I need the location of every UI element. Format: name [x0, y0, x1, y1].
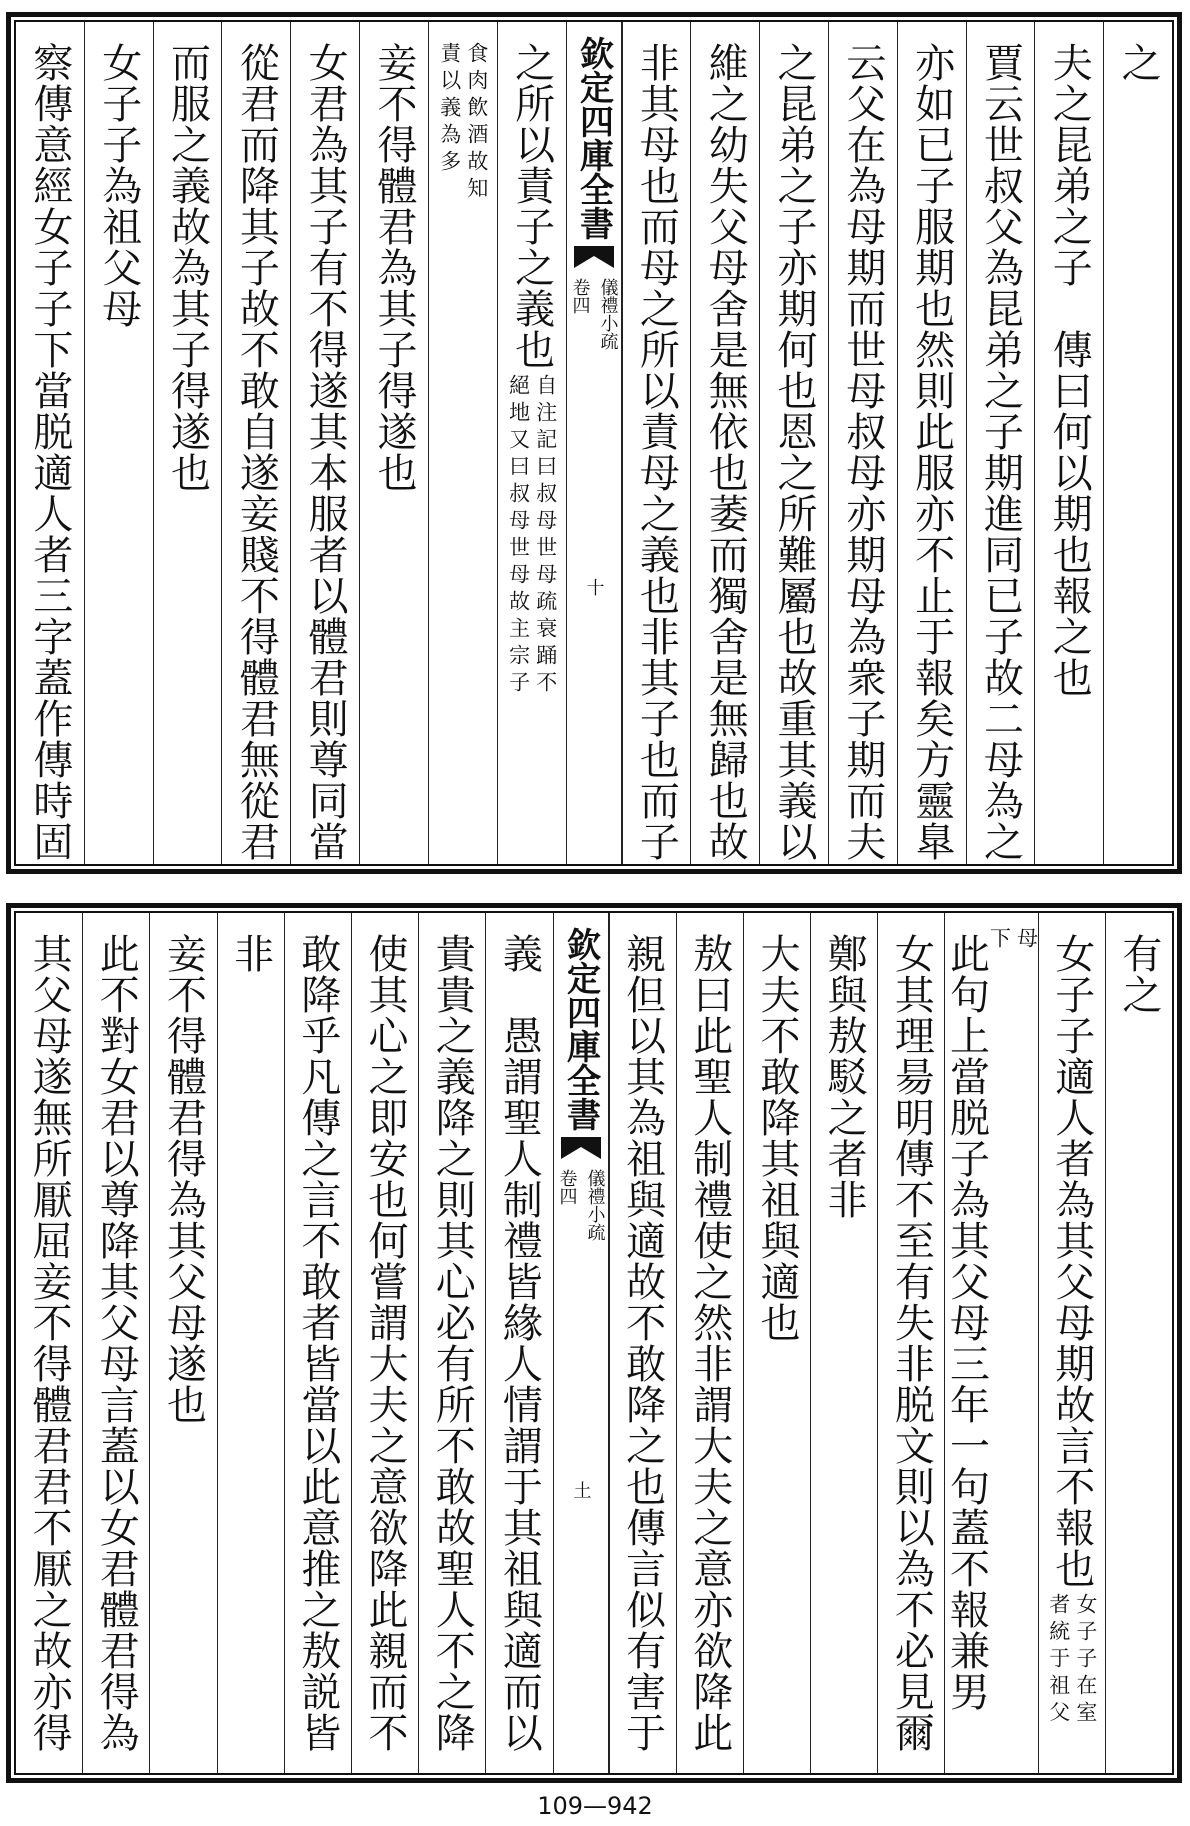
text-column [1103, 22, 1172, 864]
text-column [149, 913, 216, 1773]
main-text: 大夫不敢降其祖與適也 [753, 933, 800, 1343]
text-column [828, 22, 897, 864]
main-text: 云父在為母期而世母叔母亦期母為衆子期而夫 [839, 42, 886, 862]
text-column [16, 22, 84, 864]
text-column [897, 22, 966, 864]
main-text: 之所以責子之義也 [508, 42, 555, 370]
main-text: 夫之昆弟之子 傳曰何以期也報之也 [1046, 42, 1093, 698]
library-banner [553, 913, 609, 1773]
library-title: 欽定四庫全書 [560, 927, 601, 1131]
main-text: 女君為其子有不得遂其本服者以體君則尊同當 [302, 42, 349, 862]
annotation-line: 下 [987, 927, 1012, 954]
text-column [622, 22, 691, 864]
main-text: 女子子為祖父母 [95, 42, 142, 329]
main-text: 貴貴之義降之則其心必有所不敢故聖人不之降 [429, 933, 476, 1753]
annotation-line: 者統于祖父 [1046, 1593, 1071, 1728]
leaf-number: 土 [570, 1480, 592, 1499]
annotation-line: 母 [1014, 927, 1039, 954]
text-column [284, 913, 351, 1773]
text-column [497, 22, 566, 864]
text-column [810, 913, 877, 1773]
main-text: 妾不得體君為其子得遂也 [370, 42, 417, 493]
book-volume [554, 1169, 608, 1241]
text-column [290, 22, 359, 864]
top-page [6, 12, 1182, 874]
text-column [759, 22, 828, 864]
main-text: 其父母遂無所厭屈妾不得體君君不厭之故亦得 [26, 933, 73, 1753]
annotation-line: 絕地又曰叔母世母故主宗子 [506, 374, 531, 698]
main-text: 使其心之即安也何嘗謂大夫之意欲降此親而不 [362, 933, 409, 1753]
text-column [351, 913, 418, 1773]
library-banner [566, 22, 622, 864]
bottom-columns [14, 911, 1174, 1775]
main-text: 非其母也而母之所以責母之義也非其子也而子 [633, 42, 680, 862]
main-text: 親但以其為祖與適故不敢降之也傳言似有害于 [619, 933, 666, 1753]
book-title: 儀禮小疏 [597, 278, 619, 350]
text-column [418, 913, 485, 1773]
text-column [1105, 913, 1172, 1773]
main-text: 賈云世叔父為昆弟之子期進同已子故二母為之 [977, 42, 1024, 862]
book-title: 儀禮小疏 [584, 1169, 606, 1241]
annotation-pair [1047, 1589, 1097, 1728]
annotation-pair [987, 913, 1037, 1712]
main-text: 亦如已子服期也然則此服亦不止于報矣方靈臯 [908, 42, 955, 862]
text-column [944, 913, 1037, 1773]
annotation-line: 食肉飲酒故知 [464, 42, 489, 204]
annotation-line: 責以義為多 [437, 42, 462, 177]
text-column [485, 913, 552, 1773]
main-text: 敖曰此聖人制禮使之然非謂大夫之意亦欲降此 [686, 933, 733, 1753]
text-column [690, 22, 759, 864]
juan-number: 卷四 [569, 278, 591, 314]
text-column [877, 913, 944, 1773]
main-text: 女子子適人者為其父母期故言不報也 [1048, 933, 1095, 1589]
text-column [609, 913, 676, 1773]
text-column [1038, 913, 1105, 1773]
main-text: 之昆弟之子亦期何也恩之所難屬也故重其義以 [771, 42, 818, 862]
text-column [84, 22, 153, 864]
top-columns [14, 20, 1174, 866]
text-column [966, 22, 1035, 864]
text-column [1034, 22, 1103, 864]
main-text: 義 愚謂聖人制禮皆緣人情謂于其祖與適而以 [496, 933, 543, 1753]
text-column [221, 22, 290, 864]
text-column [153, 22, 222, 864]
text-column [428, 22, 497, 864]
bottom-page [6, 903, 1182, 1783]
main-text: 而服之義故為其子得遂也 [164, 42, 211, 493]
page-number-footer: 109—942 [537, 1792, 653, 1820]
main-text: 維之幼失父母舍是無依也萎而獨舍是無歸也故 [702, 42, 749, 862]
book-volume [567, 278, 621, 350]
text-column [359, 22, 428, 864]
main-text: 敢降乎凡傳之言不敢者皆當以此意推之敖説皆 [294, 933, 341, 1753]
main-text: 女其理昜明傳不至有失非脱文則以為不必見爾 [888, 933, 935, 1753]
main-text: 鄭與敖駁之者非 [821, 933, 868, 1220]
text-column [676, 913, 743, 1773]
main-text: 之 [1115, 42, 1162, 83]
fish-tail-mark-icon [561, 1137, 601, 1159]
main-text: 有之 [1115, 933, 1162, 1015]
juan-number: 卷四 [556, 1169, 578, 1205]
library-title: 欽定四庫全書 [573, 36, 614, 240]
annotation-line: 女子子在室 [1073, 1593, 1098, 1728]
main-text: 此句上當脱子為其父母三年一句蓋不報兼男 [943, 933, 990, 1712]
main-text: 從君而降其子故不敢自遂妾賤不得體君無從君 [233, 42, 280, 862]
main-text: 察傳意經女子子下當脱適人者三字蓋作傳時固 [26, 42, 73, 862]
main-text: 非 [227, 933, 274, 974]
text-column [82, 913, 149, 1773]
annotation-pair [507, 370, 557, 698]
annotation-pair [438, 22, 488, 864]
text-column [743, 913, 810, 1773]
text-column [217, 913, 284, 1773]
annotation-line: 自注記曰叔母世母疏衰踊不 [533, 374, 558, 698]
leaf-number: 十 [583, 577, 605, 596]
text-column [16, 913, 82, 1773]
fish-tail-mark-icon [574, 246, 614, 268]
main-text: 此不對女君以尊降其父母言蓋以女君體君得為 [93, 933, 140, 1753]
main-text: 妾不得體君得為其父母遂也 [160, 933, 207, 1425]
